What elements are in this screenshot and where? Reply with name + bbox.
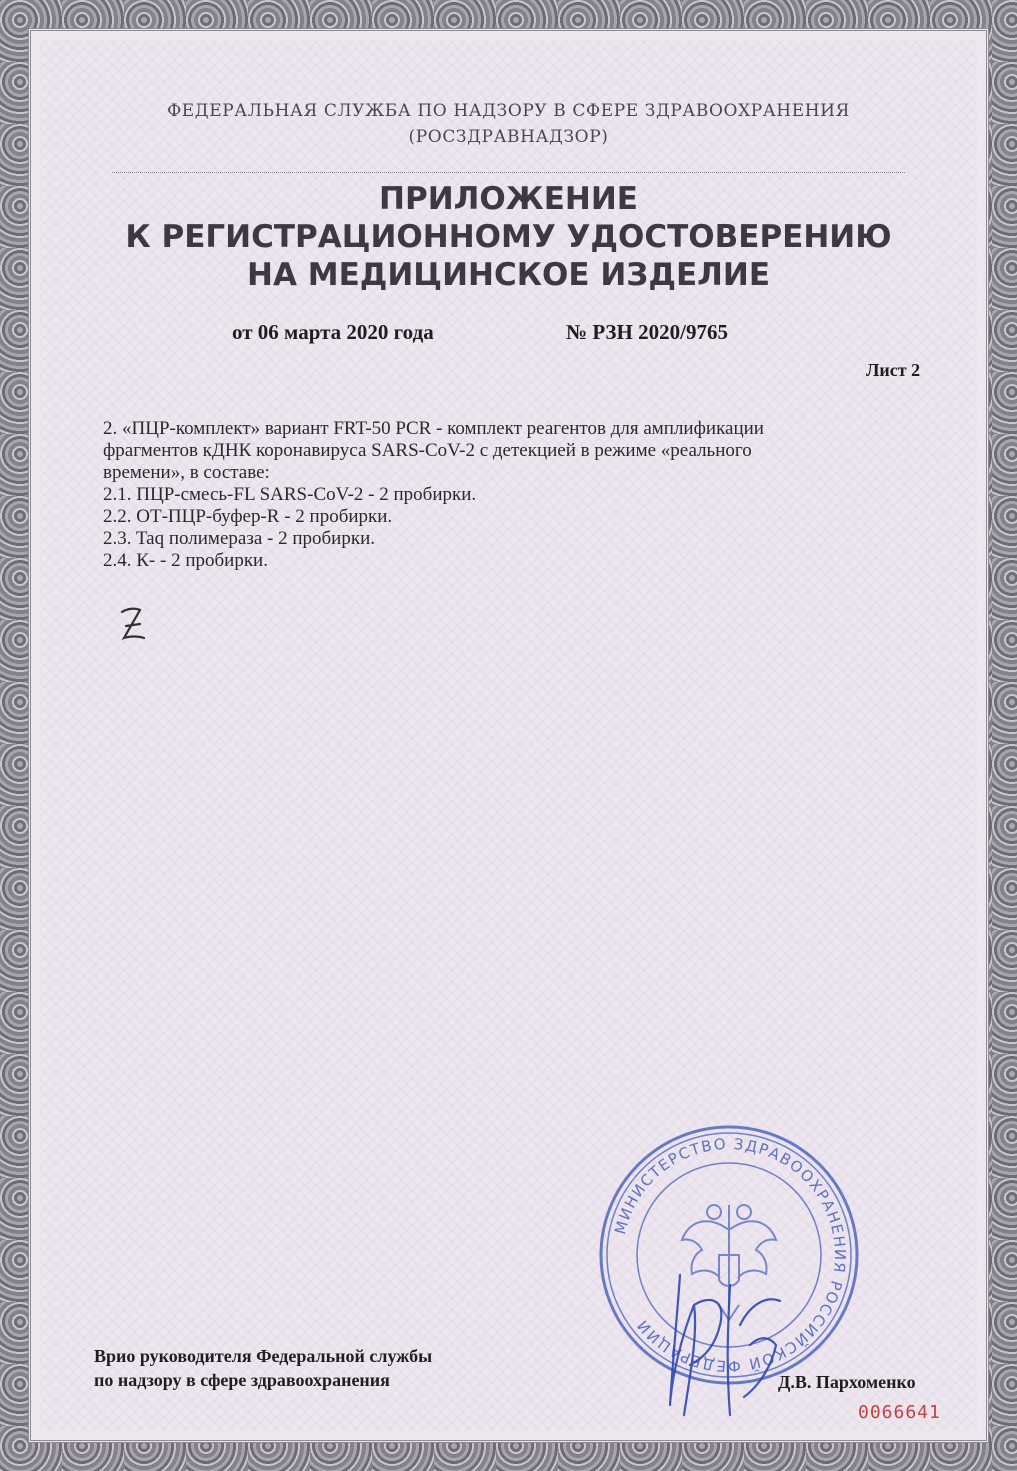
- handwritten-signature: [640, 1265, 800, 1425]
- document-title: [0, 180, 1017, 294]
- signer-position-line-1: Врио руководителя Федеральной службы: [94, 1346, 433, 1366]
- registration-number: № РЗН 2020/9765: [566, 320, 728, 344]
- agency-header: [0, 98, 1017, 150]
- signer-position: [94, 1344, 432, 1392]
- body-line: времени», в составе:: [103, 462, 270, 483]
- body-line: 2. «ПЦР-комплект» вариант FRT-50 PCR - комплект реагентов для амплификации: [103, 418, 764, 439]
- form-serial-number: 0066641: [858, 1402, 941, 1423]
- signer-position-line-2: по надзору в сфере здравоохранения: [94, 1370, 390, 1390]
- body-line: 2.4. К- - 2 пробирки.: [103, 550, 268, 571]
- body-line: фрагментов кДНК коронавируса SARS-CoV-2 с детекцией в режиме «реального: [103, 440, 752, 461]
- sheet-number: Лист 2: [866, 360, 921, 380]
- handwritten-end-mark: [114, 600, 154, 650]
- body-line: 2.3. Taq полимераза - 2 пробирки.: [103, 528, 375, 549]
- signer-name: Д.В. Пархоменко: [778, 1372, 916, 1392]
- title-line-1: ПРИЛОЖЕНИЕ: [379, 181, 638, 217]
- title-line-2: К РЕГИСТРАЦИОННОМУ УДОСТОВЕРЕНИЮ: [125, 219, 892, 255]
- document-body: [103, 418, 903, 572]
- body-line: 2.1. ПЦР-смесь-FL SARS-CoV-2 - 2 пробирки.: [103, 484, 477, 505]
- title-line-3: НА МЕДИЦИНСКОЕ ИЗДЕЛИЕ: [247, 257, 770, 293]
- agency-name: ФЕДЕРАЛЬНАЯ СЛУЖБА ПО НАДЗОРУ В СФЕРЕ ЗДРАВООХРАНЕНИЯ: [167, 101, 850, 121]
- seal-text: МИНИСТЕРСТВО ЗДРАВООХРАНЕНИЯ РОССИЙСКОЙ ФЕДЕРАЦИИ: [611, 1134, 850, 1376]
- body-line: 2.2. ОТ-ПЦР-буфер-R - 2 пробирки.: [103, 506, 393, 527]
- header-divider: [112, 172, 905, 173]
- issue-date: от 06 марта 2020 года: [232, 320, 434, 344]
- agency-abbreviation: (РОСЗДРАВНАДЗОР): [408, 127, 609, 147]
